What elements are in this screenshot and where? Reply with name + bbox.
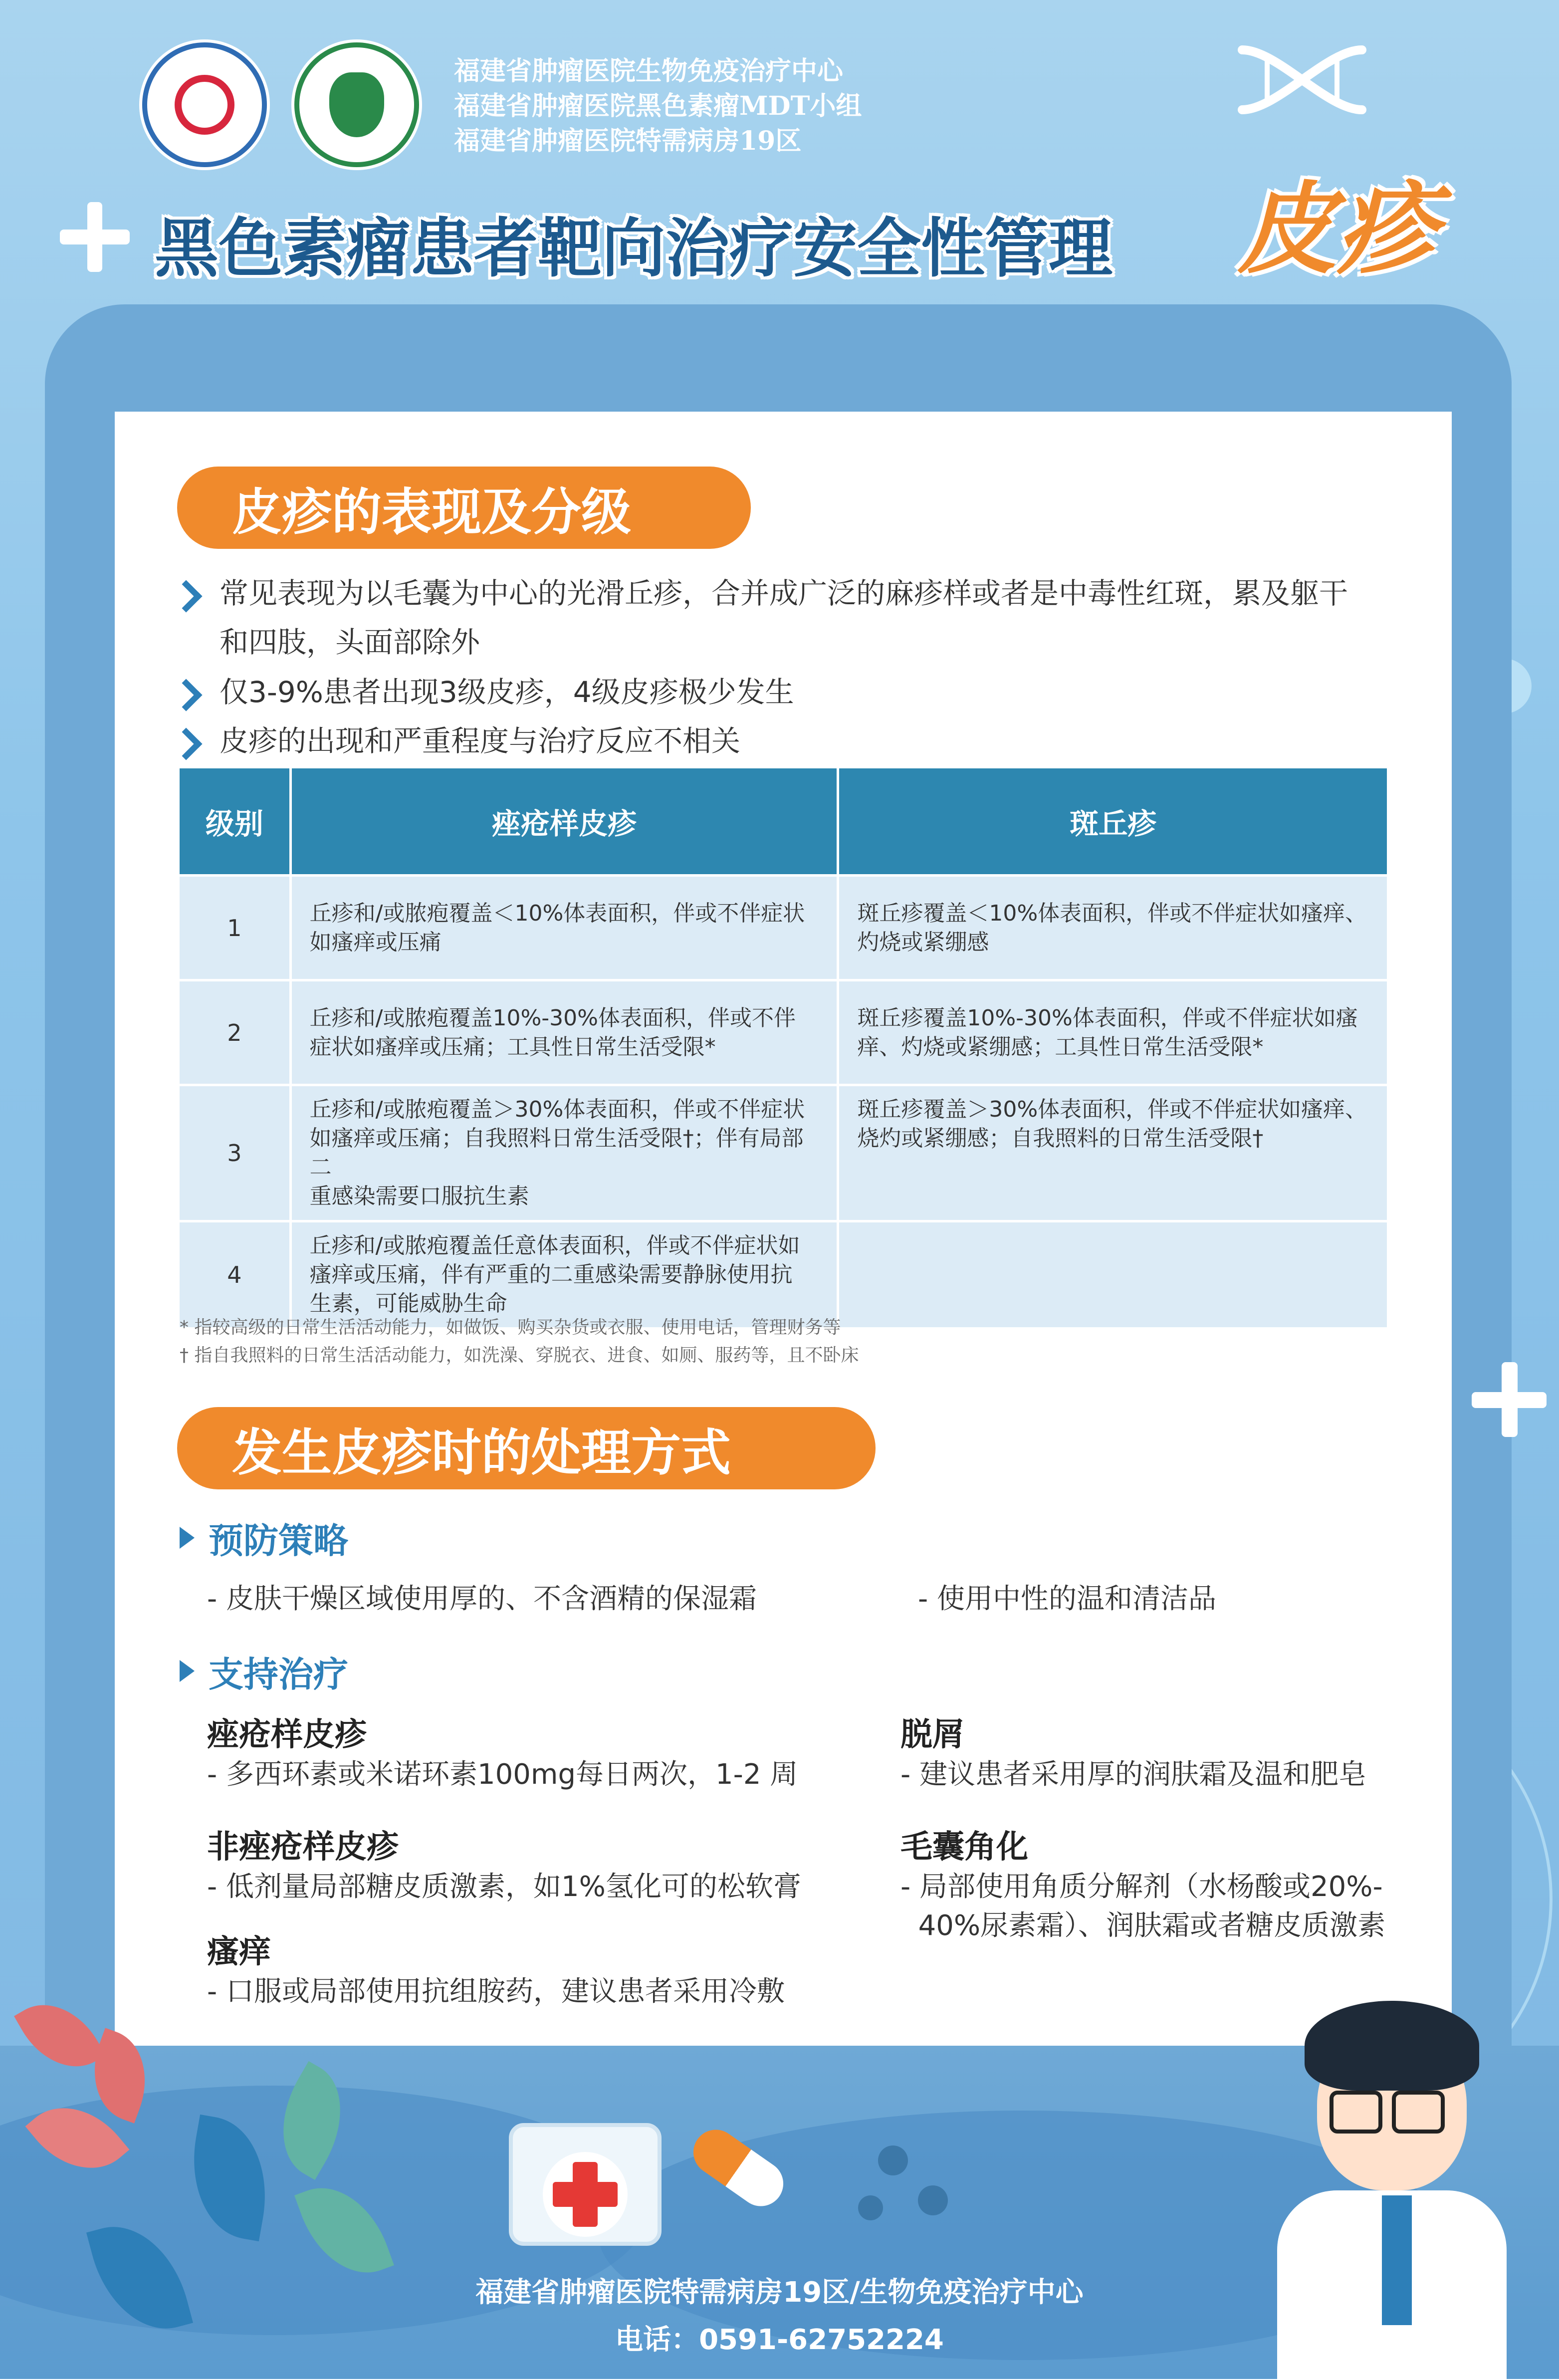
maculopapular-cell: 斑丘疹覆盖＜10%体表面积，伴或不伴症状如瘙痒、 灼烧或紧绷感 (838, 876, 1388, 980)
topic-title: 皮疹 (1237, 172, 1437, 288)
plus-decor-icon (1502, 1362, 1518, 1437)
bullet-text: 皮疹的出现和严重程度与治疗反应不相关 (220, 724, 741, 758)
footer-department: 福建省肿瘤医院特需病房19区/生物免疫治疗中心 (475, 2276, 1084, 2309)
dna-icon (1237, 30, 1367, 130)
table-row (179, 876, 1388, 980)
footnote-dagger: † 指自我照料的日常生活活动能力，如洗澡、穿脱衣、进食、如厕、服药等，且不卧床 (180, 1345, 859, 1366)
prevention-item: - 使用中性的温和清洁品 (918, 1583, 1217, 1615)
molecule-icon (878, 2145, 908, 2175)
anticancer-association-logo (294, 42, 419, 167)
acneiform-cell: 丘疹和/或脓疱覆盖任意体表面积，伴或不伴症状如 瘙痒或压痛，伴有严重的二重感染需要静脉使用抗 生素，可能威胁生命 (290, 1221, 838, 1329)
hospital-line-1: 福建省肿瘤医院生物免疫治疗中心 (454, 56, 844, 86)
table-header-acneiform: 痤疮样皮疹 (290, 767, 838, 876)
section-heading-manifestation: 皮疹的表现及分级 (177, 467, 751, 549)
table-header-row (179, 767, 1388, 876)
grade-cell: 4 (179, 1221, 291, 1329)
support-acneiform-text: - 多西环素或米诺环素100mg每日两次，1-2 周 (207, 1758, 798, 1791)
footer-phone: 电话：0591-62752224 (615, 2324, 944, 2356)
support-pruritus-title: 瘙痒 (207, 1933, 271, 1970)
table-row (179, 1085, 1388, 1221)
support-nonacneiform-text: - 低剂量局部糖皮质激素，如1%氢化可的松软膏 (207, 1871, 801, 1903)
support-desquamation-title: 脱屑 (900, 1716, 964, 1753)
maculopapular-cell: 斑丘疹覆盖10%-30%体表面积，伴或不伴症状如瘙 痒、灼烧或紧绷感；工具性日常生活受限* (838, 980, 1388, 1085)
doctor-hair (1305, 2001, 1479, 2091)
triangle-right-icon (180, 1527, 195, 1549)
grade-cell: 3 (179, 1085, 291, 1221)
support-keratosis-text-cont: 40%尿素霜）、润肤霜或者糖皮质激素 (900, 1909, 1386, 1942)
table-header-maculopapular: 斑丘疹 (838, 767, 1388, 876)
maculopapular-cell (838, 1221, 1388, 1329)
support-pruritus-text: - 口服或局部使用抗组胺药，建议患者采用冷敷 (207, 1975, 785, 2008)
table-header-grade: 级别 (179, 767, 291, 876)
support-keratosis-title: 毛囊角化 (900, 1829, 1028, 1866)
acneiform-cell: 丘疹和/或脓疱覆盖＜10%体表面积，伴或不伴症状 如瘙痒或压痛 (290, 876, 838, 980)
main-title: 黑色素瘤患者靶向治疗安全性管理 (155, 212, 1113, 286)
footnote-star: * 指较高级的日常生活活动能力，如做饭、购买杂货或衣服、使用电话，管理财务等 (180, 1317, 841, 1338)
molecule-icon (918, 2185, 948, 2215)
glasses-icon (1392, 2091, 1445, 2134)
support-acneiform-title: 痤疮样皮疹 (207, 1716, 367, 1753)
grade-cell: 1 (179, 876, 291, 980)
table-row (179, 980, 1388, 1085)
molecule-icon (858, 2195, 883, 2220)
first-aid-kit-icon (509, 2123, 662, 2246)
plus-decor-icon (87, 202, 102, 272)
bullet-text: 常见表现为以毛囊为中心的光滑丘疹，合并成广泛的麻疹样或者是中毒性红斑，累及躯干 (220, 576, 1348, 610)
prevention-title: 预防策略 (209, 1520, 348, 1561)
hospital-logo (142, 42, 267, 167)
triangle-right-icon (180, 1660, 195, 1682)
rash-grade-table (177, 766, 1389, 1330)
table-row (179, 1221, 1388, 1329)
grade-cell: 2 (179, 980, 291, 1085)
support-title: 支持治疗 (209, 1654, 348, 1695)
glasses-icon (1330, 2091, 1382, 2134)
bullet-text: 仅3-9%患者出现3级皮疹，4级皮疹极少发生 (220, 675, 794, 709)
support-nonacneiform-title: 非痤疮样皮疹 (207, 1829, 399, 1866)
support-keratosis-text: - 局部使用角质分解剂（水杨酸或20%- (900, 1871, 1383, 1903)
section-heading-treatment: 发生皮疹时的处理方式 (177, 1407, 876, 1489)
acneiform-cell: 丘疹和/或脓疱覆盖＞30%体表面积，伴或不伴症状 如瘙痒或压痛；自我照料日常生活受限†；伴有局部二 重感染需要口服抗生素 (290, 1085, 838, 1221)
hospital-line-2: 福建省肿瘤医院黑色素瘤MDT小组 (454, 91, 862, 121)
maculopapular-cell: 斑丘疹覆盖＞30%体表面积，伴或不伴症状如瘙痒、 烧灼或紧绷感；自我照料的日常生活受限† (838, 1085, 1388, 1221)
prevention-item: - 皮肤干燥区域使用厚的、不含酒精的保湿霜 (207, 1583, 757, 1615)
bullet-text-cont: 和四肢，头面部除外 (220, 625, 480, 659)
hospital-line-3: 福建省肿瘤医院特需病房19区 (454, 126, 802, 156)
support-desquamation-text: - 建议患者采用厚的润肤霜及温和肥皂 (900, 1758, 1367, 1791)
acneiform-cell: 丘疹和/或脓疱覆盖10%-30%体表面积，伴或不伴 症状如瘙痒或压痛；工具性日常生活受限* (290, 980, 838, 1085)
